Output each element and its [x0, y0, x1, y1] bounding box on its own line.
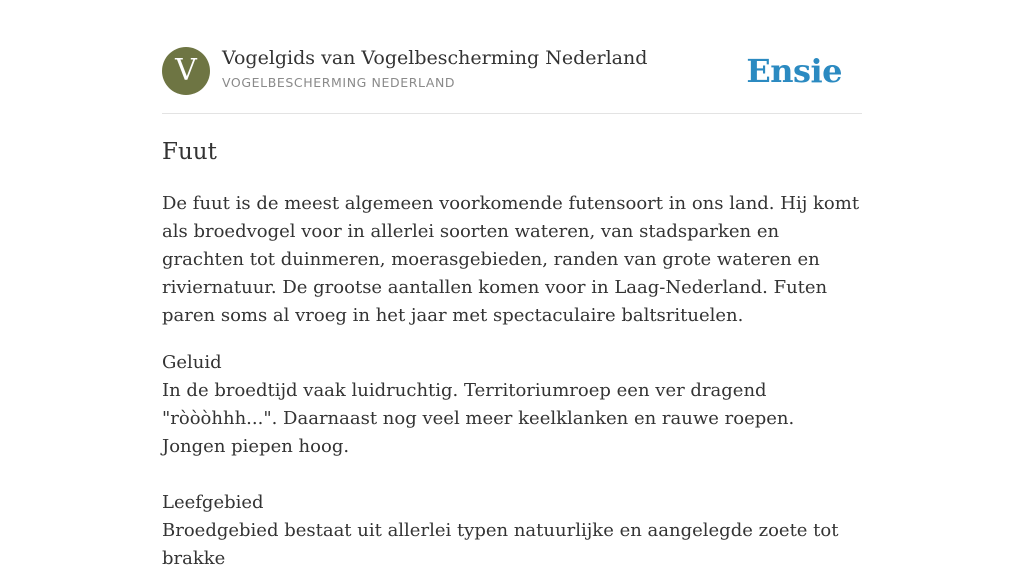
section-spacer	[162, 461, 862, 489]
header-divider	[162, 113, 862, 114]
section-leefgebied	[162, 489, 862, 573]
section-geluid	[162, 349, 862, 461]
publisher-name[interactable]: VOGELBESCHERMING NEDERLAND	[222, 75, 456, 90]
entry-body	[162, 190, 862, 573]
section-heading: Geluid	[162, 352, 222, 373]
section-text: Broedgebied bestaat uit allerlei typen natuurlijke en aangelegde zoete tot brakke	[162, 520, 839, 569]
publication-title[interactable]: Vogelgids van Vogelbescherming Nederland	[222, 47, 648, 69]
section-text: In de broedtijd vaak luidruchtig. Territoriumroep een ver dragend "ròòòhhh...". Daarnaast nog veel meer keelklanken en rauwe roepen. Jongen piepen hoog.	[162, 380, 795, 457]
ensie-logo[interactable]: Ensie	[746, 52, 842, 90]
entry-title: Fuut	[162, 139, 217, 165]
section-heading: Leefgebied	[162, 492, 264, 513]
publisher-avatar[interactable]: V	[162, 47, 210, 95]
publication-header	[162, 47, 862, 95]
entry-intro: De fuut is de meest algemeen voorkomende futensoort in ons land. Hij komt als broedvogel voor in allerlei soorten wateren, van stadsparken en grachten tot duinmeren, moerasgebieden, randen van grote wateren en riviernatuur. De grootse aantallen komen voor in Laag-Nederland. Futen paren soms al vroeg in het jaar met spectaculaire baltsrituelen.	[162, 193, 860, 326]
